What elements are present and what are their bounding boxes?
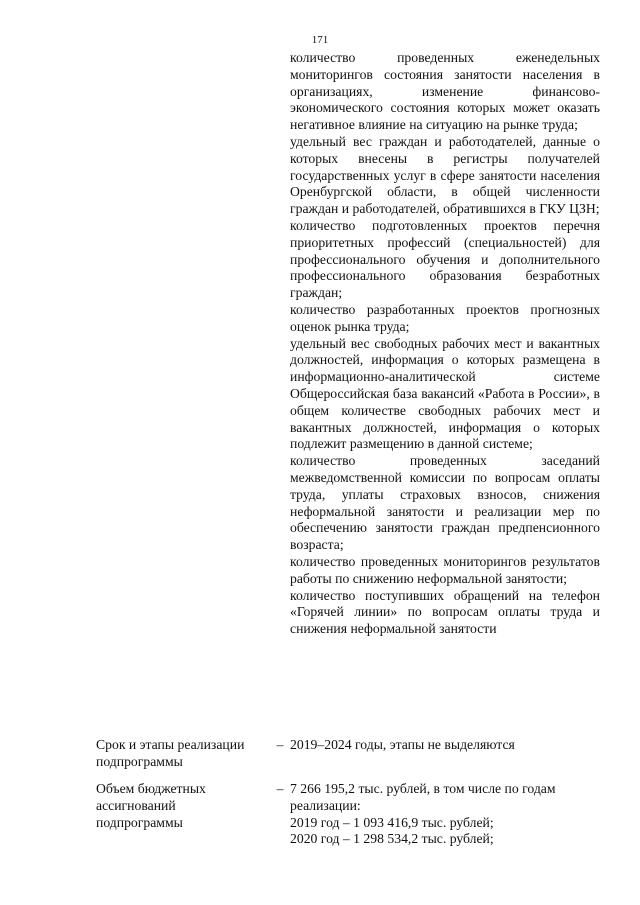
budget-label [96, 781, 266, 831]
period-label-line: подпрограммы [96, 753, 183, 769]
budget-dash: – [276, 781, 284, 796]
period-dash: – [276, 737, 284, 752]
budget-label-line: Объем бюджетных [96, 781, 206, 796]
indicator-registry-share: удельный вес граждан и работодателей, данные о которых внесены в регистры получателей государственных услуг в сфере занятости населения Оренбургской области, в общей численности граждан и работодателей, обратившихся в ГКУ ЦЗН; [290, 133, 600, 217]
budget-year-2020: 2020 год – 1 298 534,2 тыс. рублей; [290, 831, 494, 847]
indicator-hotline-requests: количество поступивших обращений на телефон «Горячей линии» по вопросам оплаты труда и снижения неформальной занятости [290, 587, 600, 637]
indicator-informal-employment-monitoring: количество проведенных мониторингов результатов работы по снижению неформальной занятости; [290, 553, 600, 586]
budget-label-line: подпрограммы [96, 814, 183, 830]
indicator-vacancies-share: удельный вес свободных рабочих мест и вакантных должностей, информация о которых размещена в информационно-аналитической системе Общероссийская база вакансий «Работа в России», в общем количестве свободных рабочих мест и вакантных должностей, информация о которых подлежит размещению в данной системе; [290, 335, 600, 452]
period-label-line: Срок и этапы реализации [96, 737, 245, 752]
budget-label-line: ассигнований [96, 797, 176, 813]
indicator-weekly-monitoring: количество проведенных еженедельных мониторингов состояния занятости населения в организациях, изменение финансово-экономического состояния которых может оказать негативное влияние на ситуацию на рынке труда; [290, 50, 600, 133]
budget-total: 7 266 195,2 тыс. рублей, в том числе по годам реализации: [290, 781, 556, 813]
target-indicators-list [290, 50, 600, 638]
page-number: 171 [311, 34, 329, 46]
period-value: 2019–2024 годы, этапы не выделяются [290, 737, 515, 752]
indicator-commission-meetings: количество проведенных заседаний межведомственной комиссии по вопросам оплаты труда, уплаты страховых взносов, снижения неформальной занятости и реализации мер по обеспечению занятости граждан предпенсионного возраста; [290, 453, 600, 553]
period-label [96, 737, 266, 771]
budget-value [290, 781, 600, 848]
indicator-labor-forecasts: количество разработанных проектов прогнозных оценок рынка труда; [290, 301, 600, 334]
budget-year-2019: 2019 год – 1 093 416,9 тыс. рублей; [290, 814, 494, 830]
indicator-priority-professions: количество подготовленных проектов перечня приоритетных профессий (специальностей) для профессионального обучения и дополнительного профессионального образования безработных граждан; [290, 217, 600, 301]
